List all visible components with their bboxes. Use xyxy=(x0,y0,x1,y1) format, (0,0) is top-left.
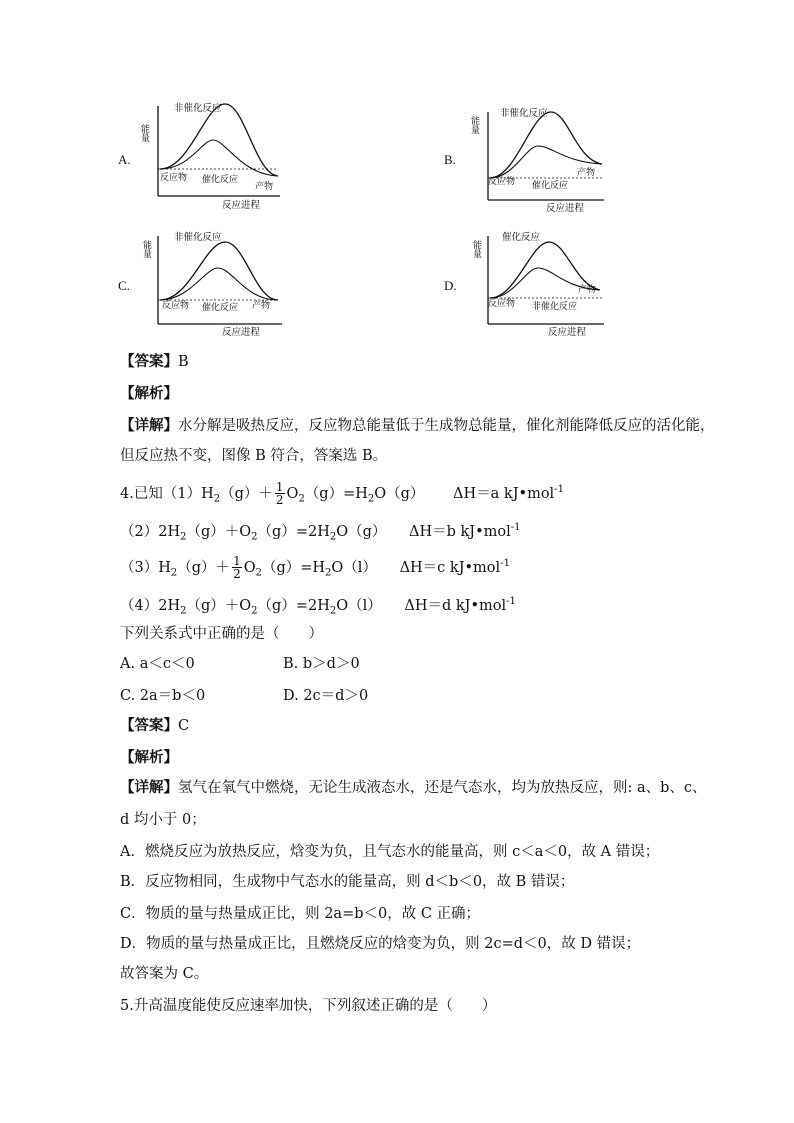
product-label: 产物 xyxy=(255,182,274,192)
y-axis-label: 能量 xyxy=(471,240,481,258)
product-label: 产物 xyxy=(252,301,271,311)
q4-explain-b xyxy=(120,872,574,892)
bottom-curve-label: 催化反应 xyxy=(202,303,239,313)
detail-text: 但反应热不变，图像 B 符合，答案选 B。 xyxy=(120,448,388,464)
option-letter: A. xyxy=(118,152,131,167)
enthalpy-value: ΔH＝d kJ•mol xyxy=(404,597,507,614)
q4-equation-2: $(2)2H_2(g)+O_2(g)=2H_2O(g)$ ΔH＝b kJ•mol$^{-1}$ xyxy=(120,522,521,543)
top-curve-label: 非催化反应 xyxy=(500,108,548,119)
q5-question xyxy=(120,996,496,1016)
top-curve-label: 催化反应 xyxy=(502,232,541,243)
explanation-text: D．物质的量与热量成正比，且燃烧反应的焓变为负，则 2c=d＜0，故 D 错误； xyxy=(120,936,641,952)
option-letter: B. xyxy=(444,152,456,167)
y-axis-label: 能量 xyxy=(141,240,151,258)
equation-number: （4） xyxy=(120,597,159,614)
question-text: 5.升高温度能使反应速率加快，下列叙述正确的是（ ） xyxy=(120,998,497,1014)
energy-diagram xyxy=(436,100,616,220)
q4-explain-c xyxy=(120,904,480,924)
x-axis-label: 反应进程 xyxy=(222,327,261,338)
option-a: A. a＜c＜0 xyxy=(120,656,195,672)
explanation-text: A．燃烧反应为放热反应，焓变为负，且气态水的能量高，则 c＜a＜0，故 A 错误； xyxy=(120,844,660,860)
detail-text: d 均小于 0； xyxy=(120,812,206,828)
detail-tag: 【详解】 xyxy=(120,417,178,434)
q4-explain-a xyxy=(120,842,659,862)
answer-tag: 【答案】 xyxy=(120,717,178,734)
explanation-text: C．物质的量与热量成正比，则 2a=b＜0，故 C 正确； xyxy=(120,906,481,922)
fraction: $\frac{1}{2}$ xyxy=(233,554,241,582)
reactant-label: 反应物 xyxy=(162,301,190,311)
fraction: $\frac{1}{2}$ xyxy=(275,480,284,508)
q4-detail-line xyxy=(120,778,707,798)
reactant-label: 反应物 xyxy=(488,177,516,187)
detail-text: 水分解是吸热反应，反应物总能量低于生成物总能量，催化剂能降低反应的活化能， xyxy=(178,418,715,434)
q4-equation-1: 4.已知$(1)H_2(g)+$ $\frac{1}{2}$ $O_2(g)=H_2O(g)$ ΔH＝a kJ•mol$^{-1}$ xyxy=(120,480,564,508)
x-axis-label: 反应进程 xyxy=(546,203,585,214)
reactant-label: 反应物 xyxy=(488,299,516,309)
y-axis-label: 能量 xyxy=(139,124,149,142)
reactant-label: 反应物 xyxy=(160,173,188,183)
answer-tag: 【答案】 xyxy=(120,353,178,370)
option-c: C. 2a＝b＜0 xyxy=(120,688,206,704)
bottom-curve-label: 催化反应 xyxy=(202,175,239,185)
q3-detail-line-2 xyxy=(120,446,387,466)
option-a-diagram xyxy=(110,96,290,216)
q4-explain-d xyxy=(120,934,640,954)
q4-options-row-1 xyxy=(120,654,360,674)
answer-value: C xyxy=(178,718,190,734)
question-text: 下列关系式中正确的是（ ） xyxy=(120,626,323,642)
option-c-diagram xyxy=(110,222,290,342)
bottom-curve-label: 催化反应 xyxy=(532,181,569,191)
answer-value: B xyxy=(178,354,189,370)
equation-number: （2） xyxy=(120,523,159,540)
x-axis-label: 反应进程 xyxy=(222,200,261,211)
q3-detail-line xyxy=(120,416,715,436)
option-letter: C. xyxy=(118,278,130,293)
energy-diagram xyxy=(110,222,290,342)
enthalpy-value: ΔH＝b kJ•mol xyxy=(409,523,511,540)
option-b-diagram xyxy=(436,100,616,220)
equation-number: （1） xyxy=(162,485,202,502)
product-label: 产物 xyxy=(577,168,596,178)
q4-conclusion xyxy=(120,964,208,984)
option-b: B. b＞d＞0 xyxy=(283,656,360,672)
q4-options-row-2 xyxy=(120,686,369,706)
q4-question xyxy=(120,624,323,644)
top-curve-label: 非催化反应 xyxy=(174,103,222,114)
conclusion-text: 故答案为 C。 xyxy=(120,966,209,982)
product-label: 产物 xyxy=(578,285,597,295)
y-axis-label: 能量 xyxy=(469,116,479,134)
q4-answer-line xyxy=(120,716,189,736)
q4-equation-3: $(3)H_2(g)+$ $\frac{1}{2}$ $O_2(g)=H_2O(l)$ ΔH＝c kJ•mol$^{-1}$ xyxy=(120,554,510,582)
q4-equation-4: $(4)2H_2(g)+O_2(g)=2H_2O(l)$ ΔH＝d kJ•mol$^{-1}$ xyxy=(120,596,516,617)
energy-diagram xyxy=(110,96,290,216)
detail-tag: 【详解】 xyxy=(120,779,178,796)
analysis-tag: 【解析】 xyxy=(120,749,178,766)
enthalpy-value: ΔH＝c kJ•mol xyxy=(399,559,501,576)
option-letter: D. xyxy=(444,278,457,293)
detail-text: 氢气在氧气中燃烧，无论生成液态水，还是气态水，均为放热反应，则: a、b、c、 xyxy=(178,780,707,796)
q3-analysis-line xyxy=(120,384,178,404)
q3-answer-line xyxy=(120,352,189,372)
option-d-diagram xyxy=(436,222,616,342)
option-d: D. 2c＝d＞0 xyxy=(283,688,369,704)
bottom-curve-label: 非催化反应 xyxy=(532,302,578,312)
energy-diagram xyxy=(436,222,616,342)
q4-detail-line-2 xyxy=(120,810,206,830)
equation-number: （3） xyxy=(120,559,159,576)
q4-analysis-line xyxy=(120,748,178,768)
top-curve-label: 非催化反应 xyxy=(174,232,222,243)
x-axis-label: 反应进程 xyxy=(548,327,587,338)
enthalpy-value: ΔH＝a kJ•mol xyxy=(453,485,555,502)
explanation-text: B．反应物相同，生成物中气态水的能量高，则 d＜b＜0，故 B 错误； xyxy=(120,874,575,890)
question-intro: 4.已知 xyxy=(120,485,163,502)
analysis-tag: 【解析】 xyxy=(120,385,178,402)
